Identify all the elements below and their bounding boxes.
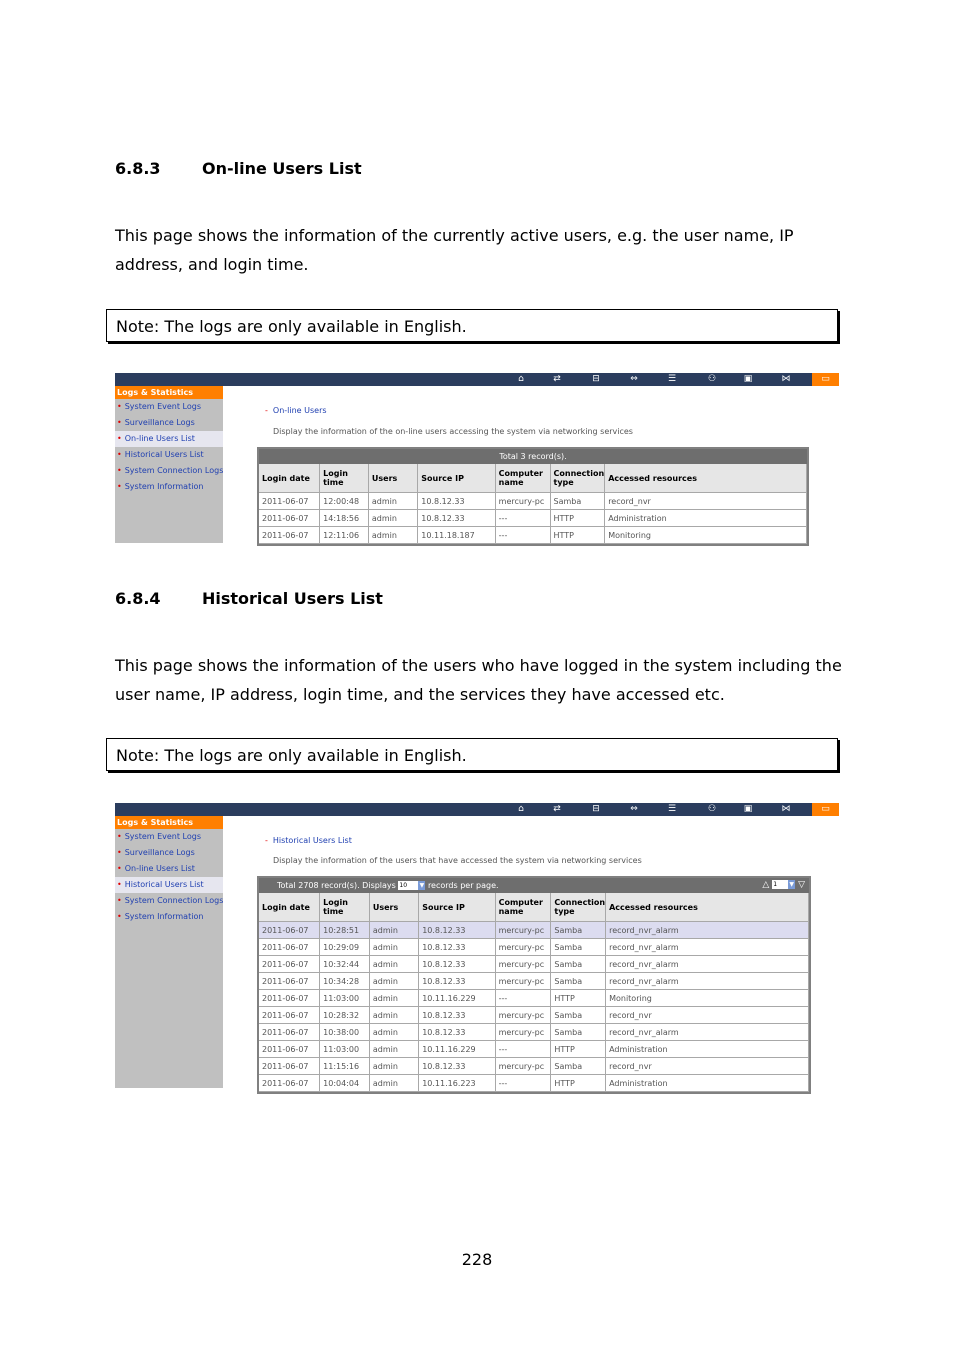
table-cell: mercury-pc (495, 939, 551, 956)
device-icon[interactable]: ⊟ (592, 804, 600, 814)
table-row (259, 990, 809, 1007)
section-title: On-line Users List (202, 159, 362, 178)
table-cell: admin (369, 1007, 418, 1024)
table-cell: record_nvr_alarm (606, 1024, 809, 1041)
section-paragraph: This page shows the information of the currently active users, e.g. the user name, IP address, and login time. (115, 226, 794, 274)
sidebar-item-system-connection-logs[interactable]: • System Connection Logs (117, 896, 224, 905)
breadcrumb: - On-line Users (265, 406, 327, 415)
table-cell: 10.8.12.33 (419, 973, 495, 990)
table-cell: 10.8.12.33 (419, 922, 495, 939)
table-cell: record_nvr_alarm (606, 956, 809, 973)
storage-icon[interactable]: ☰ (667, 374, 677, 384)
table-cell: Samba (551, 939, 606, 956)
table-cell: 10.11.16.229 (419, 1041, 495, 1058)
service-icon[interactable]: ⇔ (630, 374, 638, 384)
breadcrumb: - Historical Users List (265, 836, 352, 845)
prev-page-icon[interactable]: △ (762, 880, 770, 890)
sidebar-item-system-information[interactable]: • System Information (117, 482, 204, 491)
table-cell: --- (495, 1075, 551, 1092)
users-icon[interactable]: ⚇ (707, 374, 717, 384)
network-icon[interactable]: ⇄ (553, 374, 561, 384)
logs-icon[interactable]: ▭ (812, 803, 839, 816)
table-row (259, 1041, 809, 1058)
table-cell: 11:03:00 (320, 1041, 370, 1058)
table-cell: 2011-06-07 (259, 939, 320, 956)
table-cell: admin (369, 939, 418, 956)
logs-icon[interactable]: ▭ (812, 373, 839, 386)
top-nav-bar (115, 803, 839, 816)
table-cell: 2011-06-07 (259, 1024, 320, 1041)
sidebar-item-system-connection-logs[interactable]: • System Connection Logs (117, 466, 224, 475)
table-cell: 10:38:00 (320, 1024, 370, 1041)
column-header: Source IP (418, 464, 495, 493)
users-icon[interactable]: ⚇ (707, 804, 717, 814)
table-row (259, 973, 809, 990)
table-row (259, 922, 809, 939)
sidebar-header: Logs & Statistics (115, 816, 223, 829)
section-number: 6.8.4 (115, 589, 161, 608)
per-page-select[interactable]: 10 (398, 881, 418, 890)
table-cell: 12:11:06 (320, 527, 369, 544)
tools-icon[interactable]: ⋈ (781, 804, 791, 814)
table-cell: mercury-pc (495, 922, 551, 939)
table-cell: HTTP (550, 510, 605, 527)
table-cell: Monitoring (606, 990, 809, 1007)
table-cell: 10:34:28 (320, 973, 370, 990)
surveillance-icon[interactable]: ▣ (743, 804, 753, 814)
sidebar-item-online-users-list[interactable]: • On-line Users List (117, 864, 195, 873)
table-cell: Administration (605, 510, 807, 527)
table-cell: 2011-06-07 (259, 1007, 320, 1024)
column-header: Login time (320, 893, 370, 922)
table-cell: 10.8.12.33 (419, 956, 495, 973)
storage-icon[interactable]: ☰ (667, 804, 677, 814)
table-cell: mercury-pc (495, 493, 550, 510)
screenshot-online-users (115, 373, 839, 543)
table-cell: 2011-06-07 (259, 510, 320, 527)
chevron-down-icon[interactable]: ▼ (789, 881, 795, 888)
table-row (259, 1007, 809, 1024)
table-cell: admin (369, 922, 418, 939)
pager (762, 880, 805, 891)
table-row (259, 527, 807, 544)
column-header: Computer name (495, 893, 551, 922)
table-cell: Administration (606, 1041, 809, 1058)
table-cell: 10:29:09 (320, 939, 370, 956)
table-cell: admin (368, 527, 417, 544)
table-cell: admin (369, 1024, 418, 1041)
note-box: Note: The logs are only available in English. (106, 309, 838, 342)
table-cell: 2011-06-07 (259, 922, 320, 939)
users-grid (259, 893, 809, 1092)
network-icon[interactable]: ⇄ (553, 804, 561, 814)
table-cell: mercury-pc (495, 1058, 551, 1075)
page-number: 228 (461, 1250, 493, 1269)
table-cell: record_nvr_alarm (606, 922, 809, 939)
table-cell: Samba (551, 1058, 606, 1075)
table-row (259, 510, 807, 527)
section-heading-online-users (115, 159, 362, 178)
table-cell: Monitoring (605, 527, 807, 544)
table-cell: record_nvr_alarm (606, 939, 809, 956)
sidebar (115, 386, 223, 543)
table-cell: Administration (606, 1075, 809, 1092)
table-row (259, 956, 809, 973)
section-heading-historical-users (115, 589, 383, 608)
table-row (259, 1024, 809, 1041)
sidebar-item-historical-users-list[interactable]: • Historical Users List (117, 450, 204, 459)
table-cell: admin (368, 510, 417, 527)
table-cell: record_nvr (606, 1058, 809, 1075)
table-cell: record_nvr (606, 1007, 809, 1024)
table-cell: mercury-pc (495, 973, 551, 990)
table-cell: admin (369, 973, 418, 990)
sidebar-item-surveillance-logs[interactable]: • Surveillance Logs (117, 848, 195, 857)
table-cell: 12:00:48 (320, 493, 369, 510)
column-header: Login time (320, 464, 369, 493)
table-cell: --- (495, 510, 550, 527)
sidebar (115, 816, 223, 1088)
section-number: 6.8.3 (115, 159, 161, 178)
top-nav-bar (115, 373, 839, 386)
sidebar-header: Logs & Statistics (115, 386, 223, 399)
chevron-down-icon[interactable]: ▼ (419, 882, 425, 889)
next-page-icon[interactable]: ▽ (798, 880, 805, 890)
table-cell: 10:28:32 (320, 1007, 370, 1024)
note-box: Note: The logs are only available in English. (106, 738, 838, 771)
table-cell: 14:18:56 (320, 510, 369, 527)
table-cell: 2011-06-07 (259, 990, 320, 1007)
users-table (257, 876, 811, 1094)
table-body (259, 493, 807, 544)
table-cell: admin (369, 1075, 418, 1092)
table-cell: Samba (550, 493, 605, 510)
service-icon[interactable]: ⇔ (630, 804, 638, 814)
table-header-row (259, 464, 807, 493)
table-cell: 2011-06-07 (259, 493, 320, 510)
column-header: Accessed resources (606, 893, 809, 922)
table-row (259, 939, 809, 956)
table-cell: 10.11.16.223 (419, 1075, 495, 1092)
table-cell: 10.11.16.229 (419, 990, 495, 1007)
table-cell: admin (368, 493, 417, 510)
page-description: Display the information of the on-line users accessing the system via networking services (273, 427, 633, 436)
table-cell: 2011-06-07 (259, 1041, 320, 1058)
sidebar-item-historical-users-list[interactable]: • Historical Users List (115, 877, 223, 893)
table-cell: 10.8.12.33 (418, 510, 495, 527)
caption-suffix: records per page. (427, 881, 499, 890)
table-cell: HTTP (550, 527, 605, 544)
column-header: Computer name (495, 464, 550, 493)
table-cell: 10.8.12.33 (419, 1058, 495, 1075)
table-cell: 2011-06-07 (259, 973, 320, 990)
table-caption (259, 878, 809, 893)
table-cell: 10.8.12.33 (418, 493, 495, 510)
table-cell: Samba (551, 1007, 606, 1024)
table-row (259, 1075, 809, 1092)
table-cell: 2011-06-07 (259, 527, 320, 544)
device-icon[interactable]: ⊟ (592, 374, 600, 384)
page-description: Display the information of the users that have accessed the system via networking services (273, 856, 642, 865)
section-paragraph: This page shows the information of the users who have logged in the system including the user name, IP address, login time, and the services they have accessed etc. (115, 656, 842, 704)
table-cell: admin (369, 1058, 418, 1075)
table-cell: HTTP (551, 990, 606, 1007)
table-cell: mercury-pc (495, 1024, 551, 1041)
column-header: Login date (259, 893, 320, 922)
table-cell: admin (369, 1041, 418, 1058)
sidebar-item-system-event-logs[interactable]: • System Event Logs (117, 402, 202, 411)
sidebar-item-system-information[interactable]: • System Information (117, 912, 204, 921)
table-cell: Samba (551, 922, 606, 939)
table-cell: --- (495, 1041, 551, 1058)
caption-prefix: Total 2708 record(s). Displays (277, 881, 396, 890)
page-select[interactable]: 1 (772, 880, 788, 889)
table-cell: record_nvr (605, 493, 807, 510)
table-cell: 2011-06-07 (259, 1075, 320, 1092)
table-cell: 10:32:44 (320, 956, 370, 973)
column-header: Users (368, 464, 417, 493)
surveillance-icon[interactable]: ▣ (743, 374, 753, 384)
column-header: Connection type (551, 893, 606, 922)
users-grid (259, 464, 807, 544)
table-cell: mercury-pc (495, 1007, 551, 1024)
table-cell: 10.8.12.33 (419, 1007, 495, 1024)
table-cell: 2011-06-07 (259, 956, 320, 973)
table-cell: --- (495, 527, 550, 544)
table-cell: Samba (551, 1024, 606, 1041)
table-cell: 10.8.12.33 (419, 1024, 495, 1041)
screenshot-historical-users (115, 803, 839, 1088)
section-title: Historical Users List (202, 589, 383, 608)
table-cell: 11:15:16 (320, 1058, 370, 1075)
table-header-row (259, 893, 809, 922)
table-cell: Samba (551, 973, 606, 990)
sidebar-item-system-event-logs[interactable]: • System Event Logs (117, 832, 202, 841)
table-cell: mercury-pc (495, 956, 551, 973)
table-body (259, 922, 809, 1092)
sidebar-item-online-users-list[interactable]: • On-line Users List (115, 431, 223, 447)
sidebar-item-surveillance-logs[interactable]: • Surveillance Logs (117, 418, 195, 427)
table-cell: --- (495, 990, 551, 1007)
table-cell: HTTP (551, 1075, 606, 1092)
table-cell: record_nvr_alarm (606, 973, 809, 990)
table-row (259, 1058, 809, 1075)
table-cell: HTTP (551, 1041, 606, 1058)
home-icon[interactable]: ⌂ (518, 374, 524, 384)
table-caption: Total 3 record(s). (259, 449, 807, 464)
column-header: Login date (259, 464, 320, 493)
table-cell: 10:04:04 (320, 1075, 370, 1092)
table-cell: Samba (551, 956, 606, 973)
table-cell: 11:03:00 (320, 990, 370, 1007)
column-header: Accessed resources (605, 464, 807, 493)
users-table (257, 447, 809, 546)
table-cell: 2011-06-07 (259, 1058, 320, 1075)
tools-icon[interactable]: ⋈ (781, 374, 791, 384)
column-header: Users (369, 893, 418, 922)
home-icon[interactable]: ⌂ (518, 804, 524, 814)
table-cell: 10:28:51 (320, 922, 370, 939)
table-cell: 10.11.18.187 (418, 527, 495, 544)
table-row (259, 493, 807, 510)
column-header: Source IP (419, 893, 495, 922)
table-cell: 10.8.12.33 (419, 939, 495, 956)
table-cell: admin (369, 956, 418, 973)
column-header: Connection type (550, 464, 605, 493)
table-cell: admin (369, 990, 418, 1007)
